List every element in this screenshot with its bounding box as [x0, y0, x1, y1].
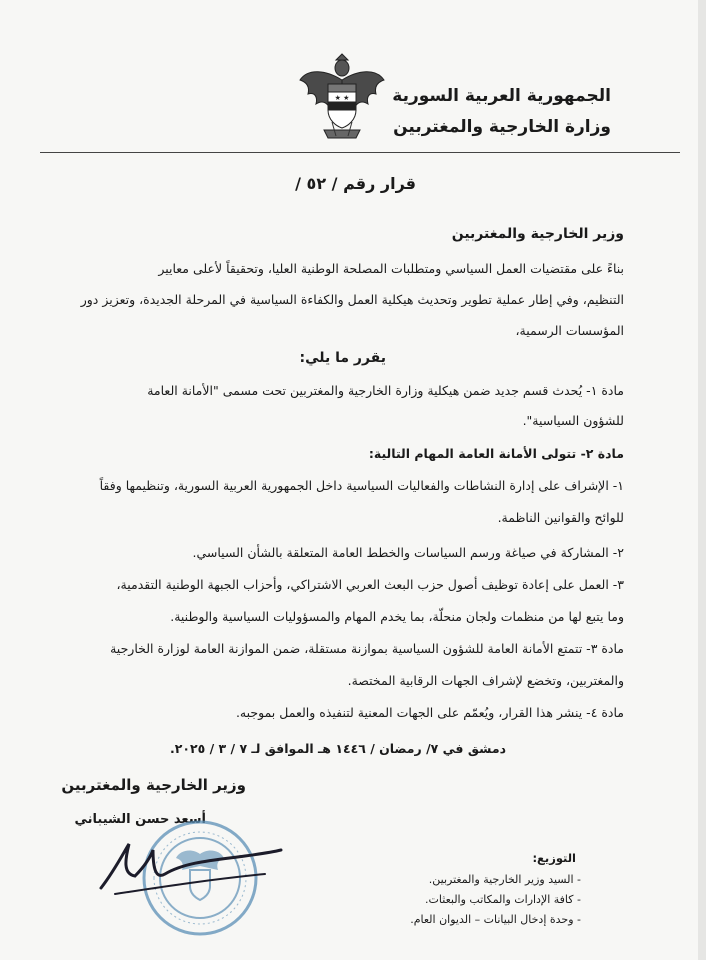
article-2-item-2: ٢- المشاركة في صياغة ورسم السياسات والخطط العامة المتعلقة بالشأن السياسي. [192, 545, 624, 560]
preamble-line-3: المؤسسات الرسمية، [515, 323, 624, 338]
article-2-item-1: ١- الإشراف على إدارة النشاطات والفعاليات السياسية داخل الجمهورية العربية السورية، وتنظيمها وفقاً [99, 478, 624, 493]
page-edge [698, 0, 706, 960]
article-3-line-1: مادة ٣- تتمتع الأمانة العامة للشؤون السياسية بموازنة مستقلة، ضمن الموازنة العامة لوزارة الخارجية [110, 641, 624, 656]
article-2-item-1-cont: للوائح والقوانين الناظمة. [497, 510, 624, 525]
republic-name: الجمهورية العربية السورية [392, 86, 611, 106]
article-1-line-2: للشؤون السياسية". [522, 413, 624, 428]
article-2-item-3-cont: وما يتبع لها من منظمات ولجان منحلّة، بما يخدم المهام والمسؤوليات السياسية والوطنية. [170, 609, 624, 624]
handwritten-signature-icon [95, 830, 285, 905]
preamble-line-2: التنظيم، وفي إطار عملية تطوير وتحديث هيكلية العمل والكفاءة السياسية في المرحلة الجديدة، وتعزيز دور [80, 292, 624, 307]
header-divider [40, 152, 680, 153]
article-1-line-1: مادة ١- يُحدث قسم جديد ضمن هيكلية وزارة الخارجية والمغتربين تحت مسمى "الأمانة العامة [147, 383, 624, 398]
minister-title: وزير الخارجية والمغتربين [451, 226, 624, 242]
distribution-item-3: - وحدة إدخال البيانات – الديوان العام. [410, 913, 581, 926]
date-line: دمشق في ٧/ رمضان / ١٤٤٦ هـ الموافق لـ ٧ / ٣ / ٢٠٢٥. [169, 741, 506, 756]
ministry-name: وزارة الخارجية والمغتربين [393, 117, 611, 137]
signature-title: وزير الخارجية والمغتربين [61, 776, 246, 794]
distribution-label: التوزيع: [532, 851, 576, 865]
svg-text:★ ★: ★ ★ [334, 94, 350, 102]
article-2-title: مادة ٢- تتولى الأمانة العامة المهام التالية: [368, 446, 624, 461]
signatory-name: أسعد حسن الشيباني [74, 812, 206, 827]
decides-heading: يقرر ما يلي: [299, 350, 386, 366]
distribution-item-2: - كافة الإدارات والمكاتب والبعثات. [425, 893, 581, 906]
syrian-eagle-emblem-icon [296, 50, 388, 145]
decision-number: قرار رقم / ٥٢ / [295, 174, 416, 193]
preamble-line-1: بناءً على مقتضيات العمل السياسي ومتطلبات المصلحة الوطنية العليا، وتحقيقاً لأعلى معايير [158, 261, 624, 276]
article-2-item-3: ٣- العمل على إعادة توظيف أصول حزب البعث العربي الاشتراكي، وأحزاب الجبهة الوطنية التقدمية، [116, 577, 624, 592]
article-4: مادة ٤- ينشر هذا القرار، ويُعمّم على الجهات المعنية لتنفيذه والعمل بموجبه. [235, 705, 624, 720]
article-3-line-2: والمغتربين، وتخضع لإشراف الجهات الرقابية المختصة. [347, 673, 624, 688]
distribution-item-1: - السيد وزير الخارجية والمغتربين. [428, 873, 581, 886]
